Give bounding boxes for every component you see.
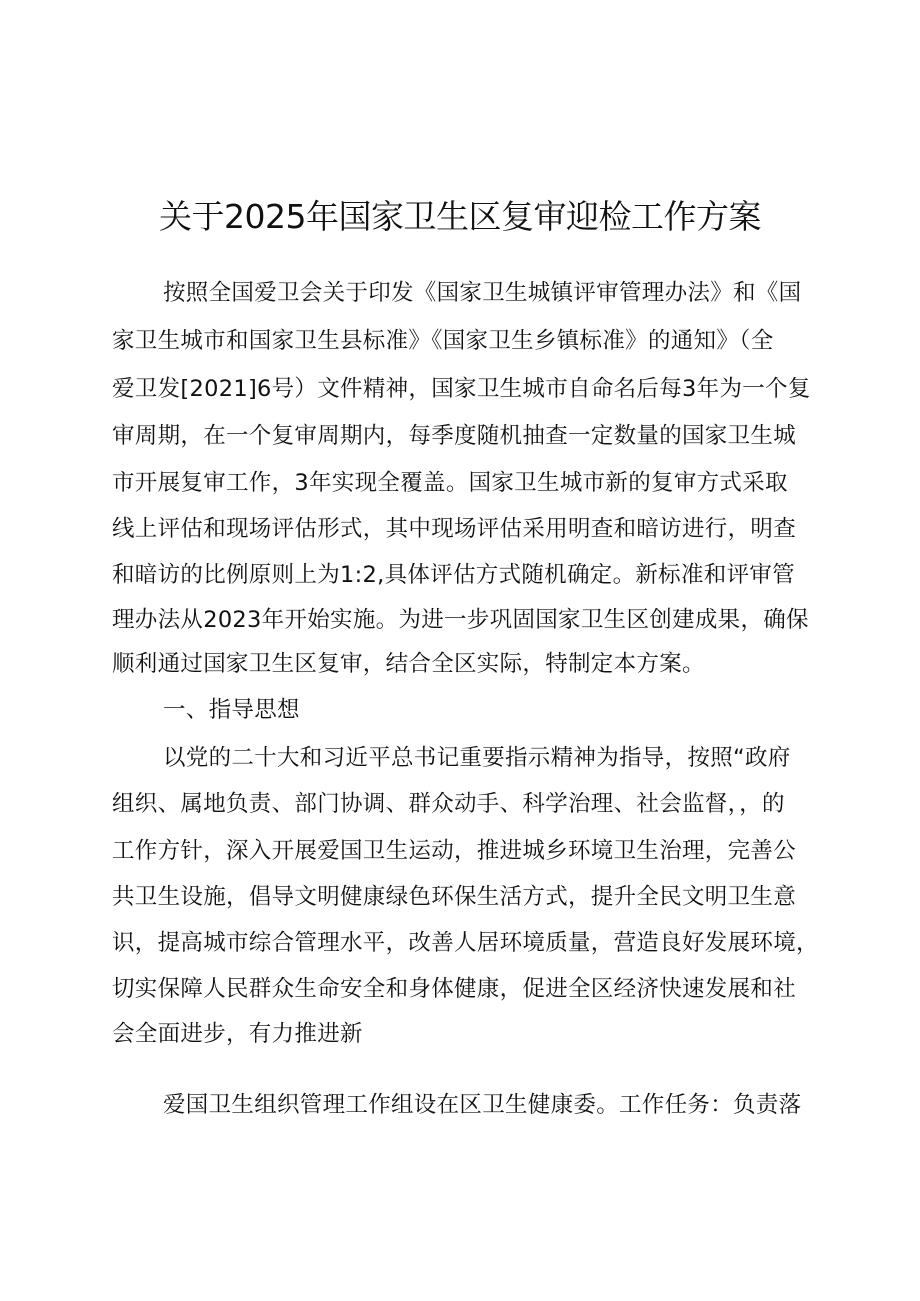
section-1-heading: 一、指导思想 — [163, 697, 300, 723]
paragraph-1-line-1: 按照全国爱卫会关于印发《国家卫生城镇评审管理办法》和《国 — [163, 280, 802, 306]
paragraph-2-line-6: 切实保障人民群众生命安全和身体健康，促进全区经济快速发展和社 — [112, 976, 797, 1002]
paragraph-1-line-9: 顺利通过国家卫生区复审，结合全区实际，特制定本方案。 — [112, 651, 705, 677]
paragraph-2-line-4: 共卫生设施，倡导文明健康绿色环保生活方式，提升全民文明卫生意 — [112, 884, 797, 910]
paragraph-1-line-5: 市开展复审工作，3年实现全覆盖。国家卫生城市新的复审方式采取 — [112, 470, 788, 496]
paragraph-1-line-2: 家卫生城市和国家卫生县标准》《国家卫生乡镇标准》的通知》（全 — [112, 328, 774, 354]
paragraph-1-line-3: 爱卫发[2021]6号）文件精神，国家卫生城市自命名后每3年为一个复 — [112, 376, 811, 402]
paragraph-2-line-2: 组织、属地负责、部门协调、群众动手、科学治理、社会监督，，的 — [112, 791, 785, 817]
document-title: 关于2025年国家卫生区复审迎检工作方案 — [159, 197, 761, 237]
paragraph-1-line-7: 和暗访的比例原则上为1:2,具体评估方式随机确定。新标准和评审管 — [112, 562, 795, 588]
paragraph-2-line-1: 以党的二十大和习近平总书记重要指示精神为指导，按照“政府 — [163, 745, 791, 771]
paragraph-1-line-6: 线上评估和现场评估形式，其中现场评估采用明查和暗访进行，明查 — [112, 516, 797, 542]
paragraph-2-line-5: 识，提高城市综合管理水平，改善人居环境质量，营造良好发展环境， — [112, 930, 819, 956]
paragraph-2-line-3: 工作方针，深入开展爱国卫生运动，推进城乡环境卫生治理，完善公 — [112, 838, 797, 864]
paragraph-2-line-7: 会全面进步，有力推进新 — [112, 1021, 363, 1047]
paragraph-1-line-4: 审周期，在一个复审周期内，每季度随机抽查一定数量的国家卫生城 — [112, 423, 797, 449]
paragraph-3-line-1: 爱国卫生组织管理工作组设在区卫生健康委。工作任务：负责落 — [163, 1092, 802, 1118]
paragraph-1-line-8: 理办法从2023年开始实施。为进一步巩固国家卫生区创建成果，确保 — [112, 607, 809, 633]
